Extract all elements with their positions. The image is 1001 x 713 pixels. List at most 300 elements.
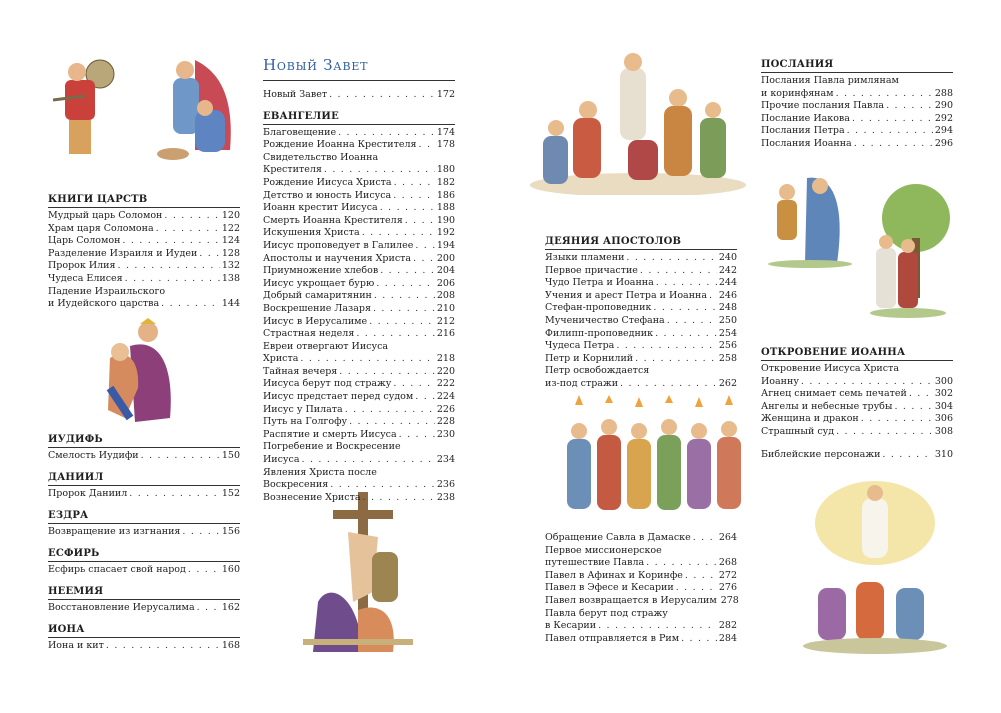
toc-entry[interactable] [545,620,737,633]
section-daniel [48,471,240,501]
leader-dots [302,454,435,467]
entry-title: Филипп-проповедник [545,327,654,339]
entry-title: Иоанн крестит Иисуса [263,202,378,214]
part-heading: Новый Завет [263,56,369,74]
leader-dots [373,303,435,316]
page-number: 186 [436,189,455,201]
page-number: 212 [436,315,455,327]
toc-entry[interactable] [263,454,455,467]
page-number: 128 [221,247,240,259]
entry-title: Вознесение Христа [263,491,361,503]
page-number: 208 [436,290,455,302]
page-number: 246 [718,289,737,301]
toc-entry[interactable] [545,378,737,391]
illustration-ascension [800,478,950,656]
page-number: 230 [436,428,455,440]
leader-dots [164,210,219,223]
divider [263,124,455,125]
leader-dots [399,429,435,442]
leader-dots [349,416,435,429]
page-number: 288 [934,87,953,99]
entry-title: Прочие послания Павла [761,100,885,112]
page-number: 304 [934,400,953,412]
section-kings [48,193,240,311]
leader-dots [393,190,435,203]
toc-entry[interactable] [48,564,240,577]
leader-dots [161,298,220,311]
page-number: 194 [436,239,455,251]
leader-dots [894,401,932,414]
page-number: 222 [436,378,455,390]
page-number: 308 [934,425,953,437]
leader-dots [676,582,717,595]
entry-title: Павел в Эфесе и Кесарии [545,582,674,594]
leader-dots [419,139,435,152]
page-number: 234 [436,454,455,466]
page-number: 192 [436,227,455,239]
toc-entry[interactable] [761,363,953,376]
toc-entry[interactable] [263,127,455,140]
toc-entry[interactable] [545,557,737,570]
section-title: ИОНА [48,624,85,635]
toc-entry[interactable] [761,125,953,138]
toc-entry[interactable] [48,248,240,261]
toc-entry[interactable] [545,302,737,315]
page-number: 168 [221,640,240,651]
toc-entry[interactable] [48,286,240,299]
entry-title: Апостолы и научения Христа [263,252,412,264]
leader-dots [836,426,933,439]
section-title: КНИГИ ЦАРСТВ [48,194,148,205]
toc-column-1 [48,193,240,651]
page-number: 290 [934,100,953,112]
divider [48,561,240,562]
section-title: ДЕЯНИЯ АПОСТОЛОВ [545,236,682,247]
entry-title: Мудрый царь Соломон [48,210,163,221]
entry-title: Послания Петра [761,125,845,137]
page-number: 236 [436,479,455,491]
page-number: 250 [718,314,737,326]
entry-title: Воскресения [263,479,329,491]
toc-entry[interactable] [48,526,240,539]
entry-title: Смелость Иудифи [48,450,139,461]
entry-title: Приумножение хлебов [263,265,379,277]
page-number: 268 [718,557,737,569]
page-number: 122 [221,222,240,234]
page-number: 240 [718,252,737,263]
entry-title: Страшный суд [761,425,835,437]
entry-title: Мученичество Стефана [545,314,665,326]
page-number: 178 [436,139,455,151]
toc-entry[interactable] [761,388,953,401]
revelation-entry-list [761,363,953,439]
toc-entry[interactable] [48,602,240,615]
toc-entry[interactable] [263,441,455,454]
leader-dots [620,378,717,391]
entry-title: Иисус у Пилата [263,403,343,415]
toc-entry[interactable] [263,416,455,429]
leader-dots [125,273,220,286]
page-number: 138 [221,272,240,284]
illustration-embracing-figures [100,318,185,428]
entry-title: Возвращение из изгнания [48,526,181,537]
divider [761,360,953,361]
page-number: 244 [718,277,737,289]
entry-title: Пророк Даниил [48,488,128,499]
page-number: 258 [718,352,737,364]
leader-dots [380,202,435,215]
entry-title: Послания Павла римлянам [761,75,899,86]
toc-entry[interactable] [263,253,455,266]
section-nehemiah [48,585,240,615]
toc-column-4-revelation [761,346,953,461]
page-number: 172 [436,89,455,100]
leader-dots [653,302,716,315]
toc-entry[interactable] [263,366,455,379]
leader-dots [854,138,933,151]
toc-entry[interactable] [263,391,455,404]
toc-entry[interactable] [761,449,953,462]
page-number: 200 [436,252,455,264]
page-number: 254 [718,327,737,339]
entry-title: Тайная вечеря [263,365,338,377]
leader-dots [339,366,435,379]
toc-entry[interactable] [263,303,455,316]
acts-entry-list [545,252,737,391]
toc-entry[interactable] [48,273,240,286]
toc-entry[interactable] [263,341,455,354]
page-number: 294 [934,125,953,137]
page-number: 242 [718,264,737,276]
toc-entry[interactable] [545,328,737,341]
entry-title: Агнец снимает семь печатей [761,388,907,400]
toc-entry[interactable] [263,404,455,417]
section-esther [48,547,240,577]
toc-entry[interactable] [48,450,240,463]
toc-entry[interactable] [263,467,455,480]
leader-dots [362,227,435,240]
toc-entry[interactable] [263,164,455,177]
entry-title: Пророк Илия [48,260,116,272]
entry-title: Чудо Петра и Иоанна [545,277,654,289]
gospel-entry-list [263,127,455,505]
leader-dots [801,376,933,389]
entry-title: Искушения Христа [263,227,360,239]
leader-dots [141,450,220,463]
entry-title: Евреи отвергают Иисуса [263,340,389,352]
toc-entry[interactable] [263,278,455,291]
leader-dots [640,265,717,278]
section-ezra [48,509,240,539]
entry-title: и коринфянам [761,87,834,99]
entry-title: Обращение Савла в Дамаске [545,532,691,543]
entry-title: из-под стражи [545,377,619,389]
acts-entry-list-continued [545,532,737,645]
toc-entry[interactable] [545,353,737,366]
toc-column-3-continued [545,532,737,645]
entry-title: Послание Иакова [761,112,850,124]
toc-entry[interactable] [761,426,953,439]
entry-title: Добрый самаритянин [263,290,372,302]
leader-dots [106,640,220,653]
page-number: 256 [718,340,737,352]
page-number: 226 [436,403,455,415]
toc-entry[interactable] [48,640,240,653]
toc-entry[interactable] [545,595,737,608]
leader-dots [413,253,435,266]
leader-dots [909,388,933,401]
entry-title: Христа [263,353,299,365]
toc-entry[interactable] [545,532,737,545]
entry-title: Есфирь спасает свой народ [48,564,186,575]
toc-entry[interactable] [761,413,953,426]
entry-title: Благовещение [263,126,337,138]
toc-entry[interactable] [263,265,455,278]
section-title: ЕВАНГЕЛИЕ [263,110,339,122]
entry-title: Ангелы и небесные трубы [761,400,893,412]
illustration-woman-and-child [765,168,855,268]
leader-dots [156,223,220,236]
section-title: ДАНИИЛ [48,472,104,483]
entry-title: Чудеса Петра [545,340,615,352]
toc-entry[interactable] [263,227,455,240]
page-number: 206 [436,277,455,289]
entry-title: Восстановление Иерусалима [48,602,195,613]
page-number: 132 [221,260,240,272]
section-title: ЕСФИРЬ [48,548,100,559]
leader-dots [345,404,435,417]
page-number: 216 [436,328,455,340]
entry-title: и Иудейского царства [48,298,160,310]
toc-entry[interactable] [761,75,953,88]
toc-entry[interactable] [263,378,455,391]
toc-entry[interactable] [761,376,953,389]
divider [48,447,240,448]
toc-entry[interactable] [545,315,737,328]
toc-entry[interactable] [263,152,455,165]
toc-entry[interactable] [545,290,737,303]
leader-dots [188,564,220,577]
toc-entry[interactable] [48,223,240,236]
entry-title: Царь Соломон [48,235,121,247]
toc-entry[interactable] [545,582,737,595]
page-number: 210 [436,302,455,314]
page-number: 302 [934,388,953,400]
entry-title: Первое миссионерское [545,544,662,556]
page-number: 296 [934,137,953,149]
page-number: 262 [718,377,737,389]
section-title: НЕЕМИЯ [48,586,104,597]
toc-entry[interactable] [48,260,240,273]
leader-dots [681,633,717,646]
entry-title: Библейские персонажи [761,448,881,460]
toc-entry[interactable] [48,210,240,223]
illustration-tree-and-men [868,178,950,323]
toc-entry[interactable] [545,265,737,278]
leader-dots [598,620,717,633]
leader-dots [616,340,717,353]
leader-dots [338,127,435,140]
entry-title: Страстная неделя [263,328,355,340]
page-number: 162 [221,602,240,613]
leader-dots [393,378,434,391]
entry-title: Свидетельство Иоанна [263,151,379,163]
toc-entry[interactable] [263,290,455,303]
toc-entry[interactable] [263,429,455,442]
leader-dots [197,602,220,615]
entry-title: Учения и арест Петра и Иоанна [545,289,708,301]
entry-title: Первое причастие [545,264,638,276]
entry-title: Рождение Иоанна Крестителя [263,139,417,151]
page-number: 180 [436,164,455,176]
entry-title: Путь на Голгофу [263,416,348,428]
leader-dots [330,479,435,492]
toc-entry[interactable] [545,340,737,353]
page-number: 238 [436,491,455,503]
toc-entry[interactable] [545,545,737,558]
entry-title: Иисус предстает перед судом [263,391,414,403]
section-title: ЕЗДРА [48,510,89,521]
toc-column-2 [263,56,455,504]
toc-entry[interactable] [545,633,737,646]
toc-entry[interactable] [545,252,737,265]
leader-dots [847,125,933,138]
leader-dots [693,532,717,545]
entry-title: Распятие и смерть Иисуса [263,428,397,440]
entry-title: путешествие Павла [545,557,645,569]
toc-entry[interactable] [761,401,953,414]
toc-entry[interactable] [761,138,953,151]
toc-entry[interactable] [263,316,455,329]
leader-dots [886,100,933,113]
illustration-jesus-with-crowd [528,50,746,195]
leader-dots [852,113,933,126]
toc-entry[interactable] [263,89,455,102]
toc-entry[interactable] [263,240,455,253]
page-number: 272 [718,569,737,581]
toc-entry[interactable] [263,328,455,341]
entry-title: Павел отправляется в Рим [545,632,680,644]
entry-title: Петр освобождается [545,365,650,377]
toc-entry[interactable] [48,235,240,248]
divider [263,80,455,81]
leader-dots [122,235,219,248]
leader-dots [300,353,434,366]
toc-entry[interactable] [545,365,737,378]
entry-title: Иоанну [761,375,799,387]
page-number: 248 [718,302,737,314]
leader-dots [656,277,717,290]
epistles-entry-list [761,75,953,151]
divider [48,637,240,638]
page-number: 120 [221,210,240,221]
leader-dots [356,328,435,341]
page-number: 292 [934,112,953,124]
leader-dots [118,260,220,273]
page-number: 152 [221,488,240,499]
leader-dots [667,315,717,328]
page-number: 144 [221,298,240,310]
entry-title: Павла берут под стражу [545,607,668,619]
entry-title: Послания Иоанна [761,137,852,149]
leader-dots [324,164,435,177]
section-jonah [48,623,240,653]
toc-entry[interactable] [263,353,455,366]
entry-title: Иисуса [263,454,300,466]
toc-entry[interactable] [263,190,455,203]
toc-entry[interactable] [761,88,953,101]
entry-title: Рождение Иисуса Христа [263,176,392,188]
page-number: 278 [720,594,739,606]
leader-dots [405,215,435,228]
toc-entry[interactable] [761,100,953,113]
toc-entry[interactable] [545,608,737,621]
page-number: 190 [436,214,455,226]
entry-title: Детство и юность Иисуса [263,189,392,201]
toc-entry[interactable] [761,113,953,126]
toc-entry[interactable] [263,177,455,190]
toc-entry[interactable] [263,492,455,505]
toc-entry[interactable] [545,277,737,290]
toc-entry[interactable] [263,479,455,492]
page-number: 156 [221,526,240,537]
page-number: 174 [436,126,455,138]
page-number: 218 [436,353,455,365]
page-number: 310 [934,448,953,460]
toc-entry[interactable] [545,570,737,583]
illustration-warrior-and-woman [45,50,240,168]
entry-title: Новый Завет [263,89,328,100]
entry-title: Стефан-проповедник [545,302,652,314]
entry-title: Воскрешение Лазаря [263,302,371,314]
divider [761,72,953,73]
leader-dots [655,328,717,341]
leader-dots [369,316,435,329]
page-number: 228 [436,416,455,428]
toc-entry[interactable] [48,488,240,501]
entry-title: в Кесарии [545,620,597,632]
illustration-tongues-of-fire [555,395,747,520]
entry-title: Падение Израильского [48,285,166,297]
entry-title: Иисус в Иерусалиме [263,315,368,327]
divider [48,599,240,600]
leader-dots [635,353,717,366]
page-number: 182 [436,176,455,188]
leader-dots [374,290,435,303]
page-number: 224 [436,391,455,403]
page-number: 204 [436,265,455,277]
leader-dots [376,278,435,291]
entry-title: Иисус укрощает бурю [263,277,375,289]
toc-entry[interactable] [263,139,455,152]
toc-entry[interactable] [263,202,455,215]
page-number: 282 [718,620,737,632]
page-number: 276 [718,582,737,594]
divider [545,249,737,250]
page-number: 124 [221,235,240,247]
toc-entry[interactable] [263,215,455,228]
entry-title: Чудеса Елисея [48,272,123,284]
entry-title: Откровение Иисуса Христа [761,363,900,374]
section-title: ОТКРОВЕНИЕ ИОАННА [761,347,906,358]
entry-title: Смерть Иоанна Крестителя [263,214,403,226]
toc-entry[interactable] [48,298,240,311]
entry-title: Разделение Израиля и Иудеи [48,247,198,259]
page-number: 264 [718,532,737,543]
entry-title: Крестителя [263,164,322,176]
page-number: 284 [718,632,737,644]
toc-column-4 [761,58,953,151]
